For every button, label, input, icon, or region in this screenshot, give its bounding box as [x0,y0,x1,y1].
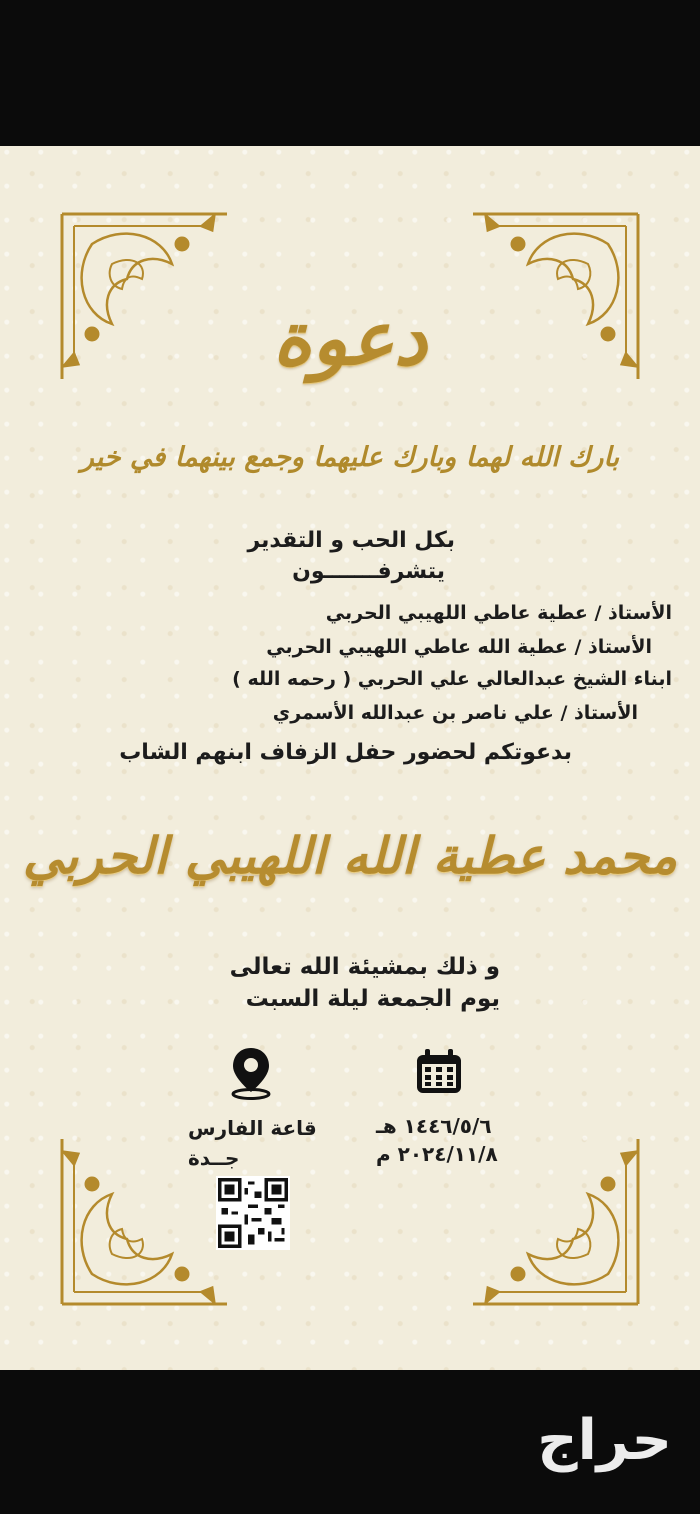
date-hijri: ١٤٤٦/٥/٦ هـ [376,1114,492,1138]
qr-code [216,1176,290,1250]
intro-line-1: بكل الحب و التقدير [247,528,455,553]
invite-line: بدعوتكم لحضور حفل الزفاف ابنهم الشاب [119,740,572,765]
date-gregorian: ٢٠٢٤/١١/٨ م [376,1142,498,1166]
will-line-1: و ذلك بمشيئة الله تعالى [229,954,500,980]
groom-name: محمد عطية الله اللهيبي الحربي [22,826,678,885]
invitation-card [0,146,700,1370]
location-pin-icon [228,1046,274,1100]
will-line-2: يوم الجمعة ليلة السبت [245,986,500,1012]
blessing-line: بارك الله لهما وبارك عليهما وجمع بينهما في خير [80,442,620,473]
venue-city: جــدة [188,1146,240,1170]
venue-name: قاعة الفارس [188,1116,317,1140]
intro-line-2: يتشرفـــــــون [292,559,445,584]
host-line: ابناء الشيخ عبدالعالي علي الحربي ( رحمه الله ) [232,668,672,690]
host-line: الأستاذ / عطية الله عاطي اللهيبي الحربي [266,636,652,658]
invitation-title: دعوة [272,296,428,382]
haraj-logo: حراج [537,1408,672,1473]
calendar-icon [414,1048,464,1096]
host-line: الأستاذ / علي ناصر بن عبدالله الأسمري [272,702,638,724]
host-line: الأستاذ / عطية عاطي اللهيبي الحربي [325,602,672,624]
